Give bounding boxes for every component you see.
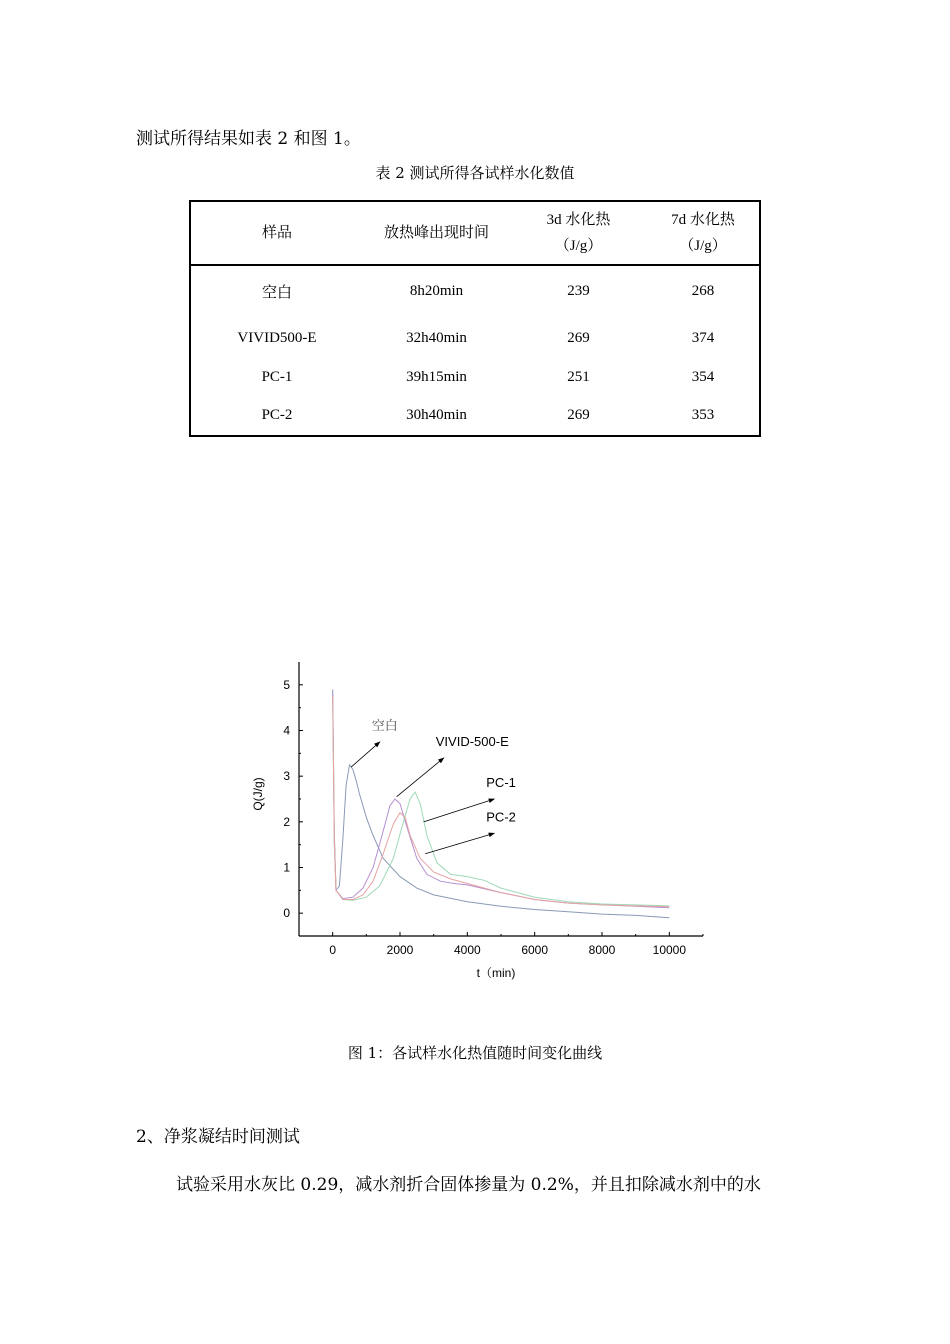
- header-heat-3d-line1: 3d 水化热: [546, 211, 611, 228]
- annotation-label: 空白: [371, 717, 398, 733]
- header-sample: 样品: [190, 201, 363, 265]
- annotation-arrow: [425, 833, 494, 854]
- y-tick-label: 2: [283, 814, 290, 829]
- section-heading: 2、净浆凝结时间测试: [136, 1127, 300, 1147]
- y-tick-label: 3: [283, 769, 290, 784]
- cell-heat-3d: 239: [567, 283, 590, 299]
- cell-sample: 空白: [261, 285, 292, 301]
- cell-peak-time: 30h40min: [406, 407, 467, 423]
- annotation-label: PC-2: [486, 809, 516, 825]
- header-heat-3d: [510, 201, 647, 265]
- x-axis-label: t（min): [476, 966, 516, 980]
- header-heat-3d-line2: （J/g）: [554, 238, 603, 254]
- annotation-arrow: [424, 799, 495, 822]
- header-heat-7d-line1: 7d 水化热: [671, 211, 735, 228]
- cell-heat-3d: 251: [567, 369, 590, 385]
- intro-text: 测试所得结果如表 2 和图 1。: [136, 129, 361, 149]
- table-row: [190, 317, 760, 359]
- cell-peak-time: 39h15min: [406, 369, 467, 385]
- table-row: [190, 396, 760, 436]
- header-heat-7d-line2: （J/g）: [679, 238, 727, 254]
- body-paragraph: 试验采用水灰比 0.29，减水剂折合固体掺量为 0.2%，并且扣除减水剂中的水: [176, 1175, 761, 1195]
- results-table: [189, 200, 761, 437]
- table-row: [190, 359, 760, 396]
- x-tick-label: 6000: [521, 943, 549, 957]
- annotation-arrow: [351, 742, 380, 767]
- cell-sample: PC-2: [261, 407, 293, 423]
- cell-peak-time: 32h40min: [406, 329, 467, 346]
- y-tick-label: 1: [283, 860, 290, 875]
- x-tick-label: 2000: [386, 943, 414, 957]
- y-tick-label: 4: [283, 723, 290, 738]
- cell-heat-7d: 374: [691, 329, 715, 346]
- cell-heat-3d: 269: [567, 329, 590, 346]
- header-heat-7d: [647, 201, 760, 265]
- cell-heat-7d: 354: [691, 369, 715, 385]
- table-caption: 表 2 测试所得各试样水化数值: [375, 164, 575, 182]
- x-tick-label: 4000: [453, 943, 481, 957]
- x-tick-label: 8000: [588, 943, 616, 957]
- y-tick-label: 0: [283, 906, 290, 921]
- hydration-heat-figure: [240, 650, 720, 994]
- x-tick-label: 0: [329, 943, 337, 957]
- annotation-label: PC-1: [486, 775, 516, 790]
- hydration-heat-chart: [240, 650, 720, 990]
- annotation-label: VIVID-500-E: [435, 733, 509, 749]
- annotation-arrow: [397, 758, 444, 797]
- table-header-row: [190, 201, 760, 265]
- header-peak-time: 放热峰出现时间: [363, 201, 510, 265]
- cell-heat-3d: 269: [567, 407, 590, 423]
- figure-caption: 图 1：各试样水化热值随时间变化曲线: [347, 1044, 603, 1062]
- cell-heat-7d: 353: [691, 407, 715, 423]
- table-row: [190, 265, 760, 317]
- cell-heat-7d: 268: [691, 283, 715, 299]
- y-tick-label: 5: [283, 677, 290, 692]
- cell-sample: PC-1: [261, 369, 293, 385]
- cell-sample: VIVID500-E: [237, 329, 317, 346]
- y-axis-label: Q(J/g): [251, 777, 265, 811]
- cell-peak-time: 8h20min: [409, 283, 464, 299]
- x-tick-label: 10000: [652, 943, 687, 957]
